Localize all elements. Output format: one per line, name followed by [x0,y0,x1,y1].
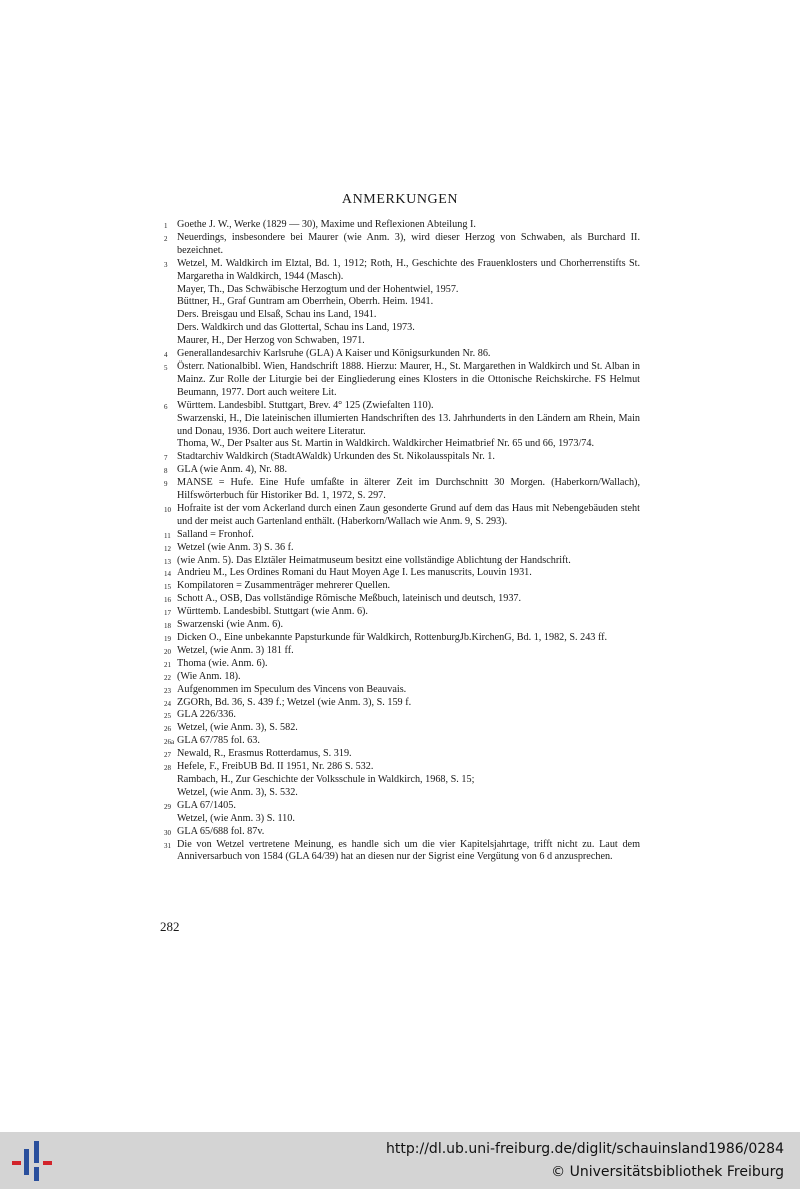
page-title: ANMERKUNGEN [341,192,459,207]
footnote-item [164,697,640,710]
footnote-text: Neuerdings, insbesondere bei Maurer (wie Anm. 3), wird dieser Herzog von Schwaben, als Burchard II. bezeichnet. [177,231,640,256]
footnote-item [164,645,640,658]
viewer-footer [0,1132,800,1189]
ub-freiburg-logo-icon[interactable] [12,1141,52,1181]
footnote-item [164,722,640,735]
footnote-item [164,735,640,748]
footnote-number: 18 [164,622,171,631]
footnote-item [164,464,640,477]
footnote-item [164,555,640,568]
footnote-text: Wetzel, (wie Anm. 3) S. 110. [177,812,295,824]
footnote-text: Thoma, W., Der Psalter aus St. Martin in Waldkirch. Waldkircher Heimatbrief Nr. 65 und 66, 1973/74. [177,438,595,450]
footnote-number: 28 [164,764,171,773]
footnote-item [164,219,640,232]
footnote-item [164,748,640,761]
footnote-number: 13 [164,557,171,566]
footnote-number: 7 [164,454,168,463]
footnote-number: 16 [164,596,171,605]
footnote-item [164,593,640,606]
footnote-text: Rambach, H., Zur Geschichte der Volksschule in Waldkirch, 1968, S. 15; [177,773,475,785]
footnote-text: Dicken O., Eine unbekannte Papsturkunde für Waldkirch, RottenburgJb.KirchenG, Bd. 1, 1982, S. 243 ff. [177,632,608,643]
footnote-item [164,258,640,348]
footnote-number: 12 [164,544,171,553]
footnote-text: ZGORh, Bd. 36, S. 439 f.; Wetzel (wie Anm. 3), S. 159 f. [177,696,412,708]
footnote-text: Kompilatoren = Zusammenträger mehrerer Quellen. [177,580,391,592]
footnote-item [164,632,640,645]
footnote-item [164,619,640,632]
footnote-number: 23 [164,686,171,695]
footnote-text: Newald, R., Erasmus Rotterdamus, S. 319. [177,748,352,760]
footnote-item [164,826,640,839]
footnote-text: Generallandesarchiv Karlsruhe (GLA) A Kaiser und Königsurkunden Nr. 86. [177,348,491,360]
footnote-number: 22 [164,673,171,682]
footnote-text: Salland = Fronhof. [177,528,254,540]
footnote-item [164,477,640,503]
footnote-item [164,684,640,697]
footnote-text: (Wie Anm. 18). [177,670,241,682]
footnote-number: 2 [164,234,168,243]
footnote-text: Wetzel, (wie Anm. 3) 181 ff. [177,644,294,656]
footnote-number: 26a [164,738,175,747]
footnote-item [164,761,640,800]
footnote-text: Büttner, H., Graf Guntram am Oberrhein, Oberrh. Heim. 1941. [177,296,434,308]
footnote-item [164,361,640,400]
footnote-number: 11 [164,531,171,540]
footnotes-list [164,219,640,864]
footnote-number: 15 [164,583,171,592]
footnote-item [164,348,640,361]
footnote-number: 24 [164,699,171,708]
footnote-number: 6 [164,402,168,411]
footnote-item [164,709,640,722]
footnote-text: Stadtarchiv Waldkirch (StadtAWaldk) Urkunden des St. Nikolausspitals Nr. 1. [177,451,495,463]
footnote-text: Swarzenski (wie Anm. 6). [177,619,284,631]
footnote-number: 27 [164,751,171,760]
footnote-text: GLA 67/1405. [177,799,236,811]
footnote-item [164,800,640,826]
footnote-text: GLA 226/336. [177,709,236,721]
page-number: 282 [160,919,180,934]
footnote-number: 3 [164,260,168,269]
footnote-text: Ders. Waldkirch und das Glottertal, Schau ins Land, 1973. [177,322,415,334]
footnote-text: Goethe J. W., Werke (1829 — 30), Maxime und Reflexionen Abteilung I. [177,219,476,230]
footnote-number: 21 [164,660,171,669]
footnote-item [164,503,640,529]
footnote-text: Andrieu M., Les Ordines Romani du Haut Moyen Age I. Les manuscrits, Louvin 1931. [177,567,532,579]
footnote-number: 17 [164,609,171,618]
footnote-number: 9 [164,480,168,489]
footnote-text: Thoma (wie. Anm. 6). [177,657,268,669]
footnote-item [164,400,640,452]
footnote-item [164,580,640,593]
footnote-item [164,542,640,555]
footnote-text: Wetzel (wie Anm. 3) S. 36 f. [177,541,294,553]
footnote-text: Hefele, F., FreibUB Bd. II 1951, Nr. 286 S. 532. [177,761,374,773]
footnote-number: 5 [164,363,168,372]
footnote-text: Maurer, H., Der Herzog von Schwaben, 1971. [177,335,365,347]
copyright-notice: © Universitätsbibliothek Freiburg [551,1164,784,1180]
footnote-text: Schott A., OSB, Das vollständige Römische Meßbuch, lateinisch und deutsch, 1937. [177,593,522,605]
footnote-item [164,671,640,684]
footnote-number: 30 [164,828,171,837]
footnote-text: Aufgenommen im Speculum des Vincens von Beauvais. [177,683,407,695]
footnote-text: Württem. Landesbibl. Stuttgart, Brev. 4° 125 (Zwiefalten 110). [177,399,434,411]
footnote-text: GLA 67/785 fol. 63. [177,735,260,747]
footnote-number: 26 [164,725,171,734]
footnote-text: GLA (wie Anm. 4), Nr. 88. [177,464,288,476]
footnote-number: 19 [164,635,171,643]
footnote-item [164,232,640,258]
footnote-text: Ders. Breisgau und Elsaß, Schau ins Land, 1941. [177,309,377,321]
footnote-text: Swarzenski, H., Die lateinischen illumierten Handschriften des 13. Jahrhunderts in den Ländern am Rhein, Main und Donau, 1936. Dort auch weitere Literatur. [177,412,640,437]
footnote-text: Württemb. Landesbibl. Stuttgart (wie Anm. 6). [177,606,368,618]
footnote-item [164,529,640,542]
footnote-number: 14 [164,570,171,579]
footnote-item [164,451,640,464]
footnote-number: 1 [164,222,168,230]
footnote-text: MANSE = Hufe. Eine Hufe umfaßte in älterer Zeit im Durchschnitt 30 Morgen. (Haberkorn/Wallach), Hilfswörterbuch für Historiker Bd. 1, 1972, S. 297. [177,477,640,502]
footnote-text: Wetzel, (wie Anm. 3), S. 582. [177,722,298,734]
footnote-item [164,567,640,580]
footnote-text: Mayer, Th., Das Schwäbische Herzogtum und der Hohentwiel, 1957. [177,283,459,295]
footnote-item [164,658,640,671]
footnote-text: Österr. Nationalbibl. Wien, Handschrift 1888. Hierzu: Maurer, H., St. Margarethen in Waldkirch und St. Alban in Mainz. Zur Rolle der Liturgie bei der Eingliederung eines Klosters in die Ottonische Reichskirche. FS Helmut Beumann, 1977. Dort auch weitere Lit. [177,360,640,398]
footnote-number: 25 [164,712,171,721]
footnote-item [164,839,640,865]
footnote-text: (wie Anm. 5). Das Elztäler Heimatmuseum besitzt eine vollständige Ablichtung der Handschrift. [177,554,571,566]
footnote-text: Wetzel, M. Waldkirch im Elztal, Bd. 1, 1912; Roth, H., Geschichte des Frauenklosters und Chorherrenstifts St. Margaretha in Waldkirch, 1944 (Masch). [177,257,640,282]
footnote-text: Wetzel, (wie Anm. 3), S. 532. [177,786,298,798]
footnote-number: 10 [164,505,171,514]
footnote-number: 4 [164,351,168,360]
footnote-number: 29 [164,802,171,811]
footnote-number: 20 [164,647,171,656]
footnote-item [164,606,640,619]
footnote-text: GLA 65/688 fol. 87v. [177,825,265,837]
footnote-text: Die von Wetzel vertretene Meinung, es handle sich um die vier Kapitelsjahrtage, trifft nicht zu. Laut dem Anniversarbuch von 1584 (GLA 64/39) hat an diesen nur der Sigrist eine Vergütung von 6 d anzusprechen. [177,838,640,863]
footnote-number: 8 [164,467,168,476]
footnote-text: Hofraite ist der vom Ackerland durch einen Zaun gesonderte Grund auf dem das Haus mit Nebengebäuden steht und der meist auch Gartenland enthält. (Haberkorn/Wallach wie Anm. 9, S. 293). [177,502,640,527]
source-url-link[interactable]: http://dl.ub.uni-freiburg.de/diglit/schauinsland1986/0284 [386,1141,784,1157]
footnote-number: 31 [164,841,171,850]
